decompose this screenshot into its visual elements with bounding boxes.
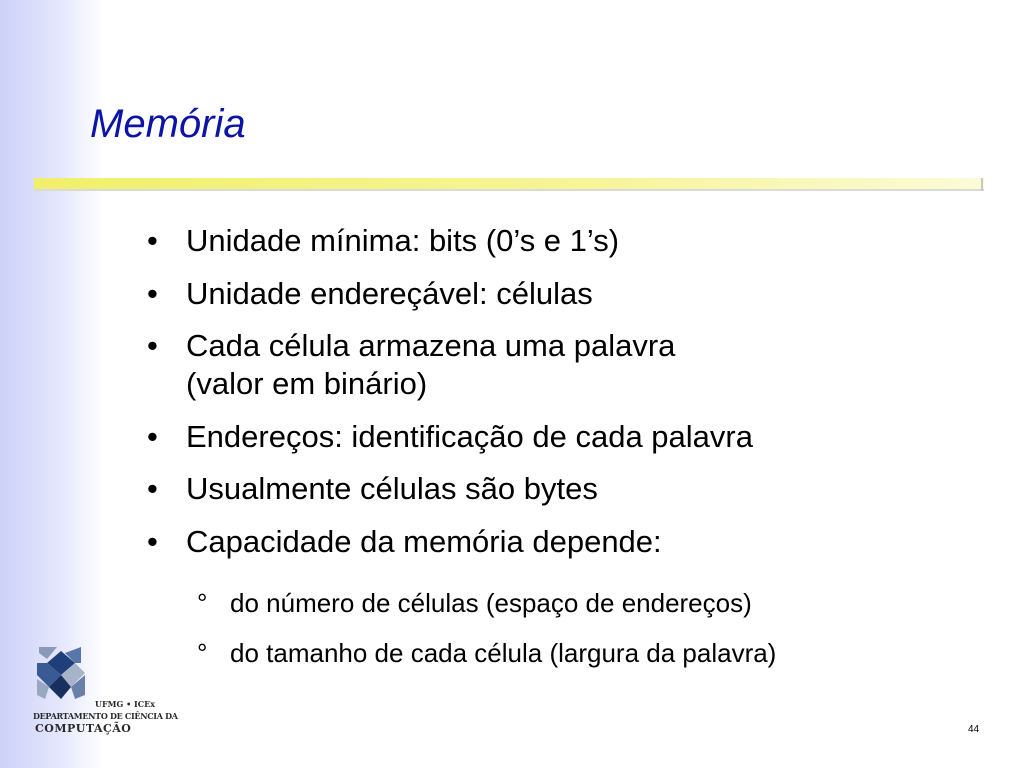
bullet-marker: •	[147, 275, 158, 311]
slide-title: Memória	[90, 102, 246, 146]
bullet-item	[147, 523, 987, 561]
logo-line-3: COMPUTAÇÃO	[35, 722, 132, 735]
bullet-item	[147, 275, 987, 313]
bullet-item	[147, 418, 987, 456]
bullet-text: Cada célula armazena uma palavra	[186, 328, 676, 363]
title-underline-rule	[34, 178, 984, 189]
logo-line-2: DEPARTAMENTO DE CIÊNCIA DA	[33, 711, 178, 721]
sub-bullet-item	[197, 587, 997, 619]
bullet-item	[147, 222, 987, 260]
sub-bullet-list	[197, 587, 997, 687]
bullet-text-continuation: (valor em binário)	[186, 366, 428, 401]
bullet-text: Capacidade da memória depende:	[186, 523, 662, 559]
bullet-text: Unidade endereçável: células	[186, 275, 593, 311]
sub-bullet-marker: °	[197, 638, 208, 668]
sub-bullet-text: do número de células (espaço de endereços)	[230, 588, 752, 618]
bullet-text: Endereços: identificação de cada palavra	[186, 418, 753, 454]
logo-line-1: UFMG • ICEx	[95, 699, 156, 709]
bullet-list	[147, 222, 987, 575]
bullet-marker: •	[147, 418, 158, 454]
sub-bullet-text: do tamanho de cada célula (largura da palavra)	[230, 638, 777, 668]
logo-emblem-icon	[35, 645, 87, 701]
page-number: 44	[968, 724, 980, 735]
bullet-item	[147, 470, 987, 508]
bullet-marker: •	[147, 328, 158, 363]
bullet-marker: •	[147, 523, 158, 559]
department-logo	[33, 645, 178, 737]
bullet-text: Unidade mínima: bits (0’s e 1’s)	[186, 223, 620, 258]
bullet-marker: •	[147, 471, 158, 506]
sub-bullet-item	[197, 637, 997, 669]
sub-bullet-marker: °	[197, 588, 208, 618]
bullet-marker: •	[147, 223, 158, 258]
bullet-text: Usualmente células são bytes	[186, 471, 598, 506]
bullet-item	[147, 327, 987, 403]
title-rule-end-cap	[981, 178, 983, 191]
